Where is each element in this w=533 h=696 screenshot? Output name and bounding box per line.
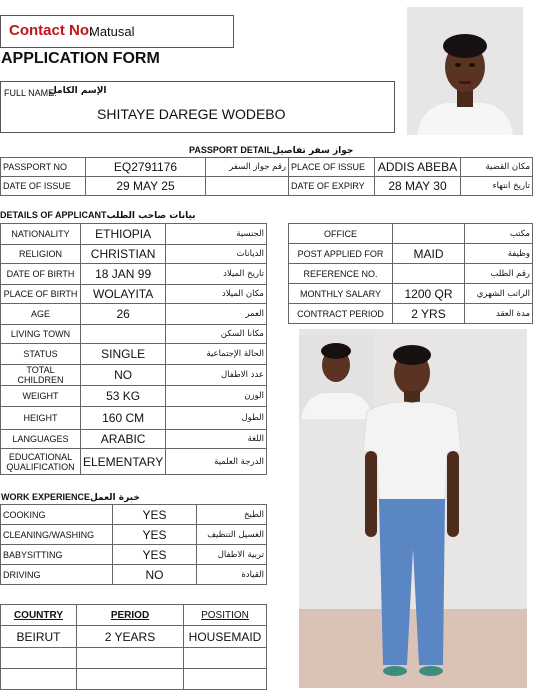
employment-row — [1, 648, 267, 669]
work-table — [0, 504, 267, 585]
work-heading-en: WORK EXPERIENCE — [1, 492, 91, 502]
full-name-label-ar: الإسم الكامل — [49, 86, 107, 96]
applicant-field-value: ARABIC — [81, 430, 166, 449]
applicant-field-label-ar: تاريخ الميلاد — [166, 264, 267, 285]
applicant-field-label-ar: اللغة — [166, 430, 267, 449]
applicant-field-value: ETHIOPIA — [81, 224, 166, 245]
applicant-field-label-ar: الجنسية — [166, 224, 267, 245]
passport-heading-ar: جواز سفر تفاصيل — [272, 146, 354, 156]
office-row — [289, 244, 533, 264]
applicant-field-value: 160 CM — [81, 407, 166, 430]
applicant-field-value — [81, 325, 166, 344]
office-field-label: CONTRACT PERIOD — [289, 304, 393, 324]
work-skill-value: NO — [113, 565, 197, 585]
passport-no-label: PASSPORT NO — [1, 158, 86, 177]
applicant-field-label-ar: الدرجة العلمية — [166, 449, 267, 475]
work-skill-label-ar: تربية الاطفال — [197, 545, 267, 565]
office-field-label-ar: الراتب الشهري — [465, 284, 533, 304]
full-name-box — [0, 81, 395, 133]
employment-header-cell: PERIOD — [77, 605, 184, 626]
applicant-row — [1, 449, 267, 475]
full-name-value: SHITAYE DAREGE WODEBO — [97, 106, 286, 122]
applicant-row — [1, 344, 267, 365]
work-row — [1, 525, 267, 545]
employment-cell — [1, 669, 77, 690]
applicant-field-label-ar: مكانا السكن — [166, 325, 267, 344]
date-of-issue-label-ar — [206, 177, 289, 196]
applicant-row — [1, 430, 267, 449]
applicant-row — [1, 285, 267, 304]
applicant-field-label-ar: عدد الاطفال — [166, 365, 267, 386]
portrait-photo — [407, 7, 523, 135]
office-field-value: 1200 QR — [393, 284, 465, 304]
applicant-field-label-ar: الحالة الإجتماعية — [166, 344, 267, 365]
office-field-label: OFFICE — [289, 224, 393, 244]
office-row — [289, 224, 533, 244]
applicant-field-label: TOTAL CHILDREN — [1, 365, 81, 386]
page-title: APPLICATION FORM — [1, 50, 160, 67]
applicant-heading — [0, 210, 196, 221]
work-skill-label: COOKING — [1, 505, 113, 525]
employment-cell — [184, 648, 267, 669]
full-name-label: FULL NAME: — [4, 88, 57, 98]
employment-row — [1, 669, 267, 690]
applicant-field-label: RELIGION — [1, 245, 81, 264]
contact-value: Matusal — [89, 24, 135, 39]
employment-cell — [77, 669, 184, 690]
passport-no-value: EQ2791176 — [86, 158, 206, 177]
full-body-photo — [299, 329, 527, 688]
applicant-field-value: CHRISTIAN — [81, 245, 166, 264]
work-skill-label: CLEANING/WASHING — [1, 525, 113, 545]
applicant-table — [0, 223, 267, 475]
date-of-issue-value: 29 MAY 25 — [86, 177, 206, 196]
employment-header-row — [1, 605, 267, 626]
work-row — [1, 505, 267, 525]
office-field-label-ar: مدة العقد — [465, 304, 533, 324]
employment-header-cell: COUNTRY — [1, 605, 77, 626]
work-heading — [1, 492, 140, 503]
applicant-row — [1, 325, 267, 344]
work-row — [1, 545, 267, 565]
passport-no-label-ar: رقم جواز السفر — [206, 158, 289, 177]
employment-cell — [1, 648, 77, 669]
office-field-label: POST APPLIED FOR — [289, 244, 393, 264]
applicant-row — [1, 386, 267, 407]
applicant-field-label: PLACE OF BIRTH — [1, 285, 81, 304]
applicant-field-label: EDUCATIONAL QUALIFICATION — [1, 449, 81, 475]
passport-heading-en: PASSPORT DETAIL — [189, 145, 273, 155]
applicant-row — [1, 264, 267, 285]
office-field-label: MONTHLY SALARY — [289, 284, 393, 304]
employment-cell: BEIRUT — [1, 626, 77, 648]
office-row — [289, 284, 533, 304]
work-skill-label-ar: الغسيل التنظيف — [197, 525, 267, 545]
office-row — [289, 264, 533, 284]
applicant-field-label: STATUS — [1, 344, 81, 365]
applicant-field-label: DATE OF BIRTH — [1, 264, 81, 285]
work-skill-value: YES — [113, 545, 197, 565]
work-skill-label: BABYSITTING — [1, 545, 113, 565]
applicant-field-value: 26 — [81, 304, 166, 325]
applicant-field-label-ar: الطول — [166, 407, 267, 430]
employment-cell: HOUSEMAID — [184, 626, 267, 648]
office-field-value — [393, 264, 465, 284]
applicant-row — [1, 224, 267, 245]
employment-cell — [77, 648, 184, 669]
date-of-expiry-value: 28 MAY 30 — [375, 177, 461, 196]
applicant-row — [1, 304, 267, 325]
passport-heading — [189, 145, 353, 156]
applicant-field-label: WEIGHT — [1, 386, 81, 407]
place-of-issue-label-ar: مكان القضية — [461, 158, 533, 177]
work-row — [1, 565, 267, 585]
applicant-field-value: SINGLE — [81, 344, 166, 365]
applicant-field-value: ELEMENTARY — [81, 449, 166, 475]
employment-cell: 2 YEARS — [77, 626, 184, 648]
office-field-label-ar: مكتب — [465, 224, 533, 244]
work-skill-value: YES — [113, 505, 197, 525]
office-table — [288, 223, 533, 324]
date-of-expiry-label: DATE OF EXPIRY — [289, 177, 375, 196]
employment-cell — [184, 669, 267, 690]
place-of-issue-label: PLACE OF ISSUE — [289, 158, 375, 177]
applicant-field-label: AGE — [1, 304, 81, 325]
work-skill-value: YES — [113, 525, 197, 545]
applicant-field-label-ar: العمر — [166, 304, 267, 325]
applicant-field-label: LANGUAGES — [1, 430, 81, 449]
employment-table — [0, 604, 267, 690]
office-field-label-ar: رقم الطلب — [465, 264, 533, 284]
office-field-value: 2 YRS — [393, 304, 465, 324]
contact-box — [0, 15, 234, 48]
applicant-field-label-ar: الديانات — [166, 245, 267, 264]
work-heading-ar: خبرة العمل — [90, 493, 140, 503]
office-row — [289, 304, 533, 324]
applicant-field-value: NO — [81, 365, 166, 386]
office-field-label-ar: وظيفة — [465, 244, 533, 264]
applicant-field-label: NATIONALITY — [1, 224, 81, 245]
applicant-row — [1, 407, 267, 430]
work-skill-label-ar: القيادة — [197, 565, 267, 585]
applicant-row — [1, 365, 267, 386]
date-of-issue-label: DATE OF ISSUE — [1, 177, 86, 196]
passport-table — [0, 157, 533, 196]
applicant-field-label: LIVING TOWN — [1, 325, 81, 344]
office-field-value: MAID — [393, 244, 465, 264]
applicant-field-value: 18 JAN 99 — [81, 264, 166, 285]
employment-header-cell: POSITION — [184, 605, 267, 626]
work-skill-label: DRIVING — [1, 565, 113, 585]
applicant-field-label-ar: مكان الميلاد — [166, 285, 267, 304]
applicant-field-label-ar: الوزن — [166, 386, 267, 407]
contact-label: Contact No. — [9, 22, 94, 39]
applicant-heading-en: DETAILS OF APPLICANT — [0, 210, 107, 220]
applicant-heading-ar: بيانات صاحب الطلب — [106, 211, 196, 221]
place-of-issue-value: ADDIS ABEBA — [375, 158, 461, 177]
office-field-value — [393, 224, 465, 244]
employment-row — [1, 626, 267, 648]
date-of-expiry-label-ar: تاريخ انتهاء — [461, 177, 533, 196]
applicant-field-label: HEIGHT — [1, 407, 81, 430]
applicant-row — [1, 245, 267, 264]
applicant-field-value: WOLAYITA — [81, 285, 166, 304]
work-skill-label-ar: الطبخ — [197, 505, 267, 525]
applicant-field-value: 53 KG — [81, 386, 166, 407]
office-field-label: REFERENCE NO. — [289, 264, 393, 284]
